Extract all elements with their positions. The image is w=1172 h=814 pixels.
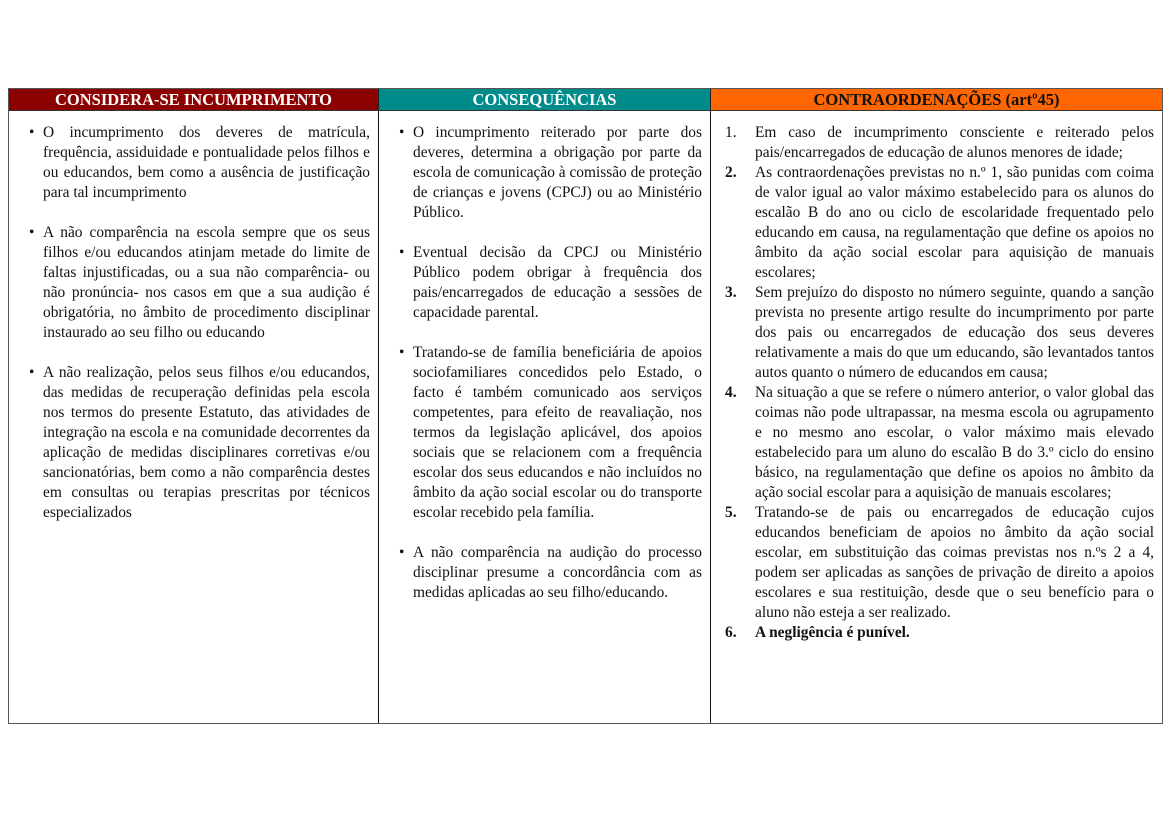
item-number: 2. (725, 164, 737, 181)
item-number: 6. (725, 624, 737, 641)
bullet-icon: • (29, 364, 35, 381)
numbered-item: 2. As contraordenações previstas no n.º 1, são punidas com coima de valor igual ao valor máximo estabelecido para os alunos do escalão B do ano ou ciclo de escolaridade frequentado pelo educando em causa, na regulamentação que define os apoios no âmbito da ação social escolar para aquisição de manuais escolares; (725, 164, 1154, 281)
column-contraordenacoes (711, 111, 1162, 723)
item-number: 5. (725, 504, 737, 521)
header-consequencias: CONSEQUÊNCIAS (379, 89, 711, 111)
numbered-item: 3. Sem prejuízo do disposto no número seguinte, quando a sanção prevista no presente artigo resulte do incumprimento por parte dos pais ou encarregados de educação dos seus deveres relativamente a mais do que um educando, são levantados tantos autos quanto o número de educandos em causa; (725, 284, 1154, 381)
list-item: • A não realização, pelos seus filhos e/ou educandos, das medidas de recuperação definidas pela escola nos termos do presente Estatuto, das atividades de integração na escola e na comunidade decorrentes da aplicação de medidas disciplinares corretivas e/ou sancionatórias, bem como a não comparência destes em consultas ou terapias prescritas por técnicos especializados (29, 364, 370, 521)
numbered-item: 1. Em caso de incumprimento consciente e reiterado pelos pais/encarregados de educação de alunos menores de idade; (725, 124, 1154, 161)
bullet-icon: • (399, 124, 405, 141)
numbered-item: 5. Tratando-se de pais ou encarregados de educação cujos educandos beneficiam de apoios no âmbito da ação social escolar, em substituição das coimas previstas nos n.ºs 2 a 4, podem ser aplicadas as sanções de privação de direito a apoios escolares e sua restituição, desde que o seu benefício para o aluno não esteja a ser realizado. (725, 504, 1154, 621)
bullet-icon: • (399, 244, 405, 261)
bullet-icon: • (399, 344, 405, 361)
bullet-icon: • (29, 224, 35, 241)
header-contraordenacoes: CONTRAORDENAÇÕES (artº45) (711, 89, 1162, 111)
column-incumprimento (9, 111, 379, 723)
item-number: 4. (725, 384, 737, 401)
list-item: • Tratando-se de família beneficiária de apoios sociofamiliares concedidos pelo Estado, o facto é também comunicado aos serviços competentes, para efeito de reavaliação, nos termos da legislação aplicável, dos apoios sociais que se relacionem com a frequência escolar dos seus educandos e não incluídos no âmbito da ação social escolar ou do transporte escolar recebido pela família. (399, 344, 702, 521)
numbered-item: 4. Na situação a que se refere o número anterior, o valor global das coimas não pode ultrapassar, na mesma escola ou agrupamento e no mesmo ano escolar, o valor máximo mais elevado estabelecido para um aluno do escalão B do 3.º ciclo do ensino básico, na regulamentação que define os apoios no âmbito da ação social escolar para a aquisição de manuais escolares; (725, 384, 1154, 501)
list-item: • O incumprimento dos deveres de matrícula, frequência, assiduidade e pontualidade pelos filhos e ou educandos, bem como a ausência de justificação para tal incumprimento (29, 124, 370, 201)
list-item: • A não comparência na audição do processo disciplinar presume a concordância com as medidas aplicadas ao seu filho/educando. (399, 544, 702, 601)
bullet-icon: • (399, 544, 405, 561)
header-considera-se-incumprimento: CONSIDERA-SE INCUMPRIMENTO (9, 89, 379, 111)
item-number: 1. (725, 124, 737, 141)
list-item: • Eventual decisão da CPCJ ou Ministério Público podem obrigar à frequência dos pais/encarregados de educação a sessões de capacidade parental. (399, 244, 702, 321)
numbered-item: 6. A negligência é punível. (725, 624, 910, 641)
info-table (8, 88, 1163, 724)
column-consequencias (379, 111, 711, 723)
bullet-icon: • (29, 124, 35, 141)
item-number: 3. (725, 284, 737, 301)
list-item: • A não comparência na escola sempre que os seus filhos e/ou educandos atinjam metade do limite de faltas injustificadas, ou a sua não comparência- ou não pronúncia- nos casos em que a sua audição é obrigatória, no âmbito de procedimento disciplinar instaurado ao seu filho ou educando (29, 224, 370, 341)
list-item: • O incumprimento reiterado por parte dos deveres, determina a obrigação por parte da escola de comunicação à comissão de proteção de crianças e jovens (CPCJ) ou ao Ministério Público. (399, 124, 702, 221)
